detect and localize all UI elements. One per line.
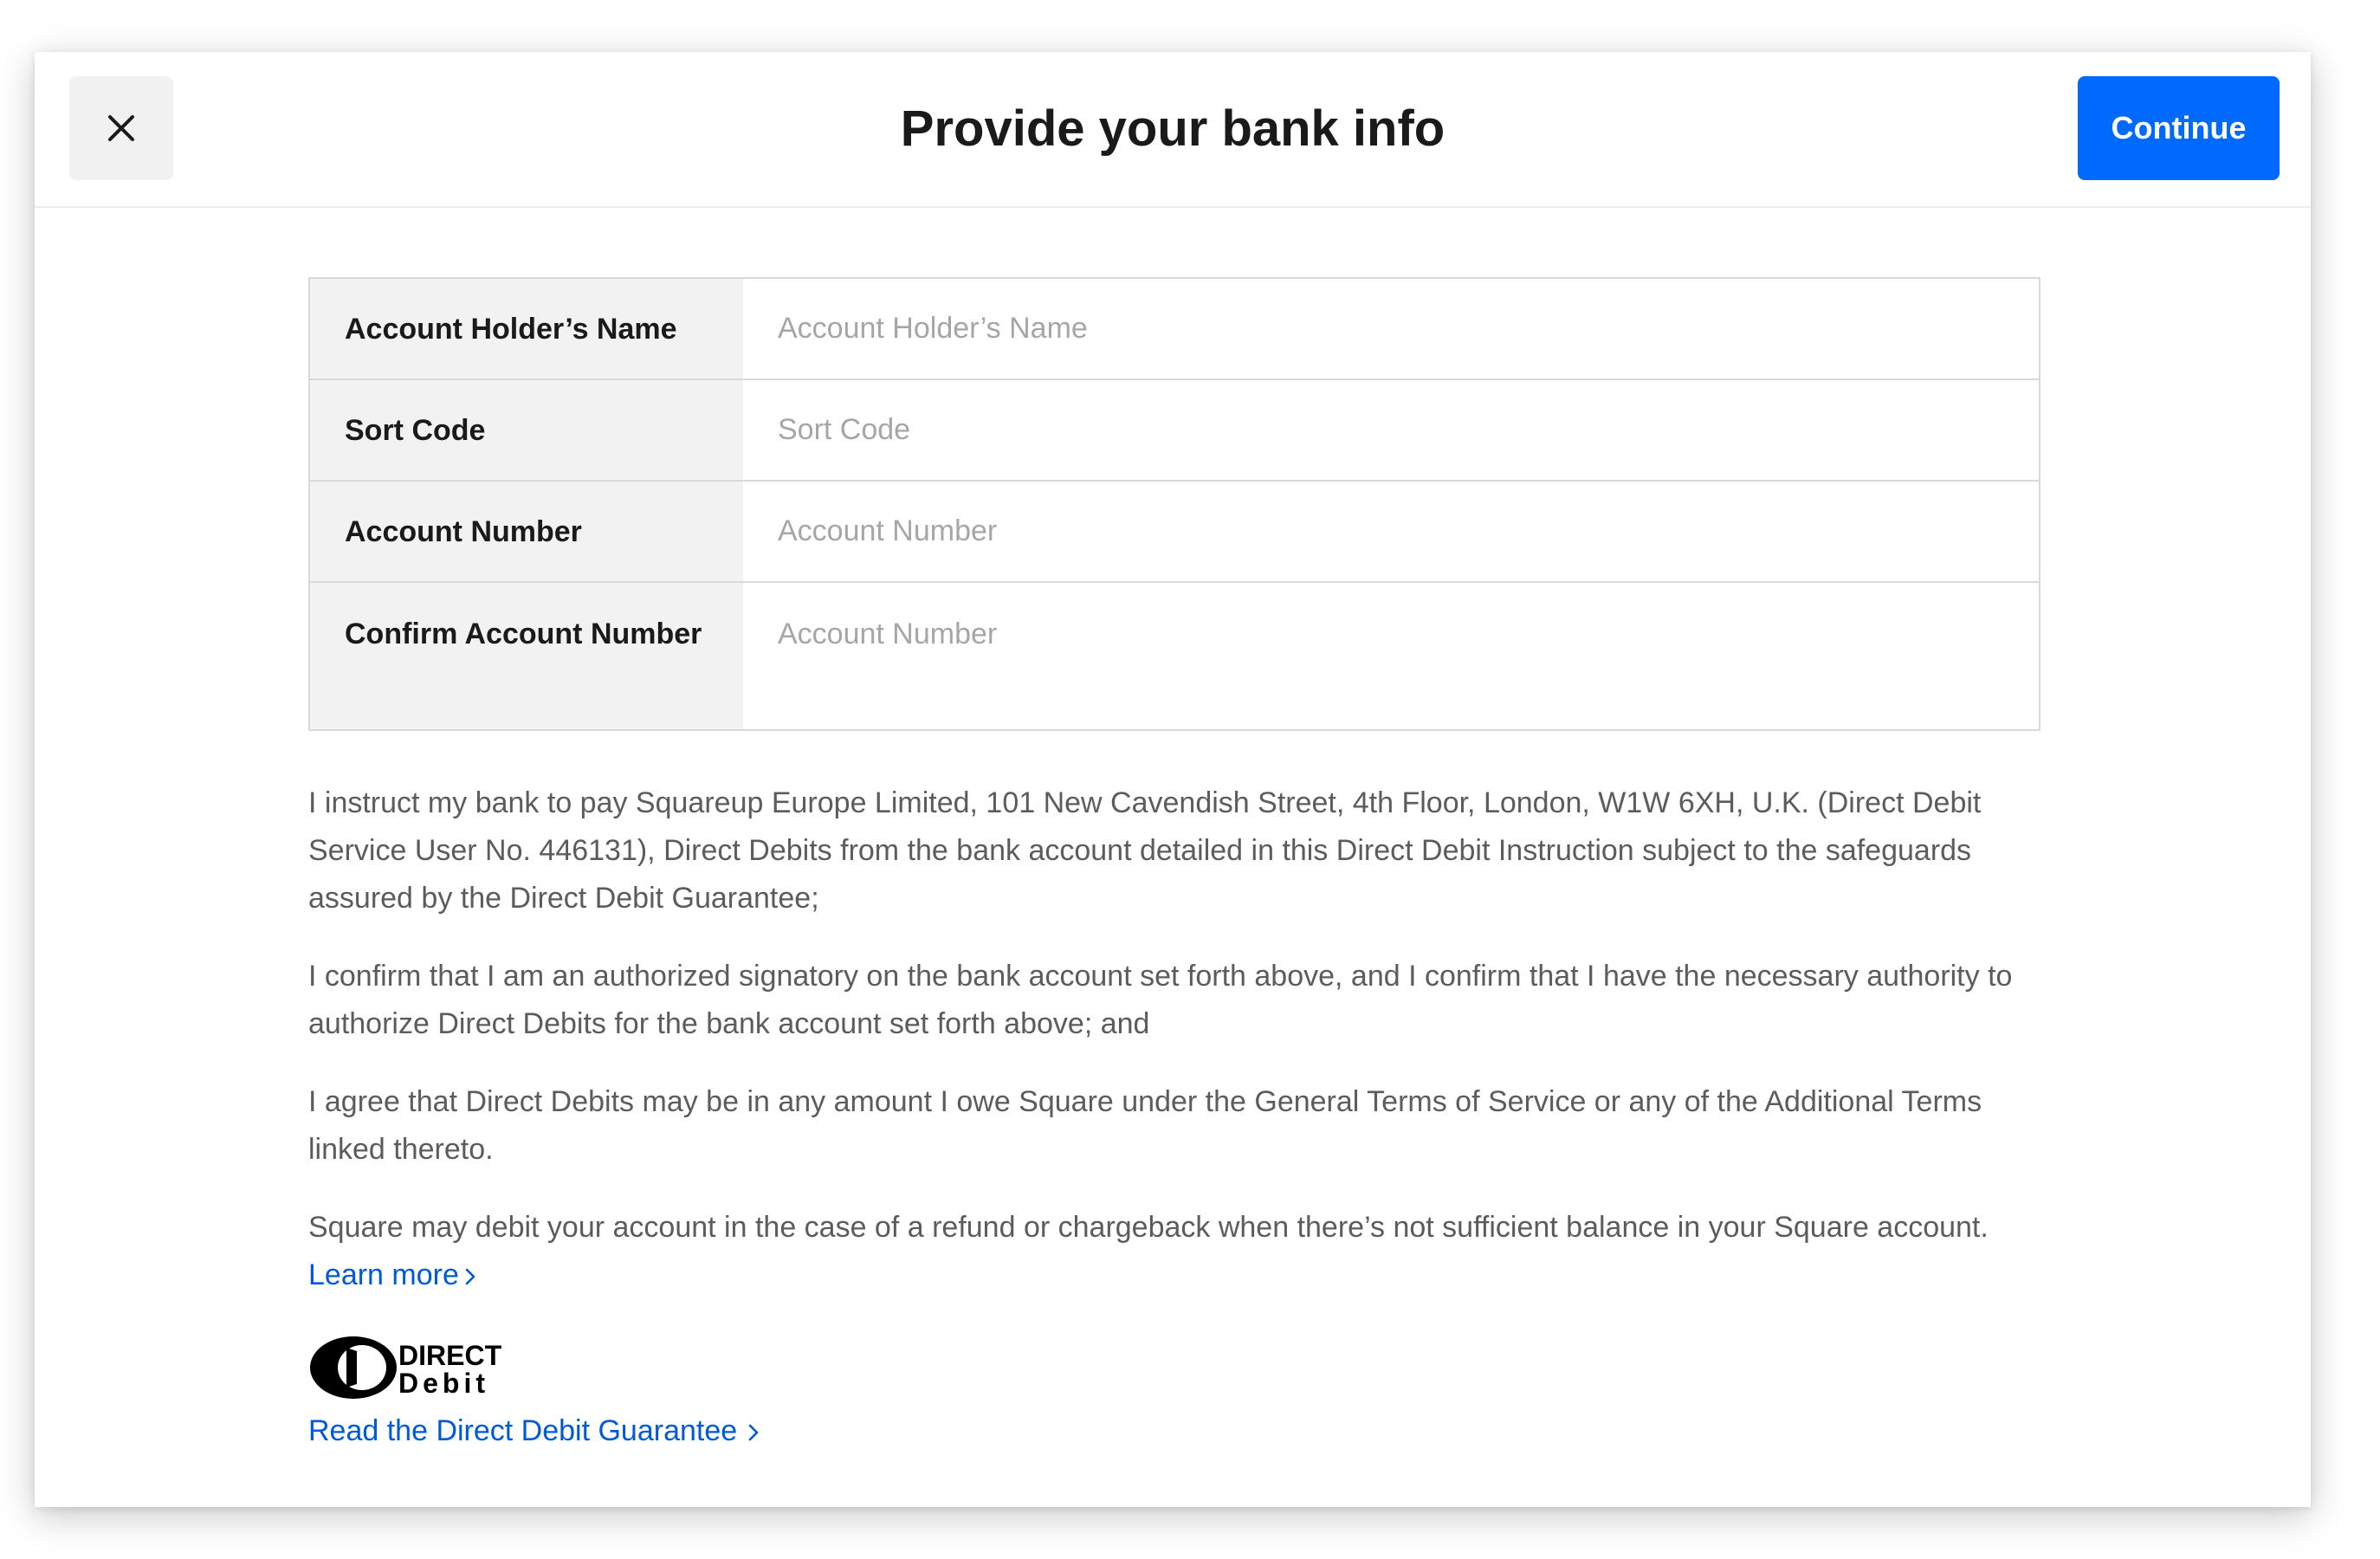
account-holder-name-label: Account Holder’s Name [310,279,743,378]
refund-text: Square may debit your account in the case of a refund or chargeback when there’s not sufficient balance in your Square account. [308,1211,1989,1244]
close-button[interactable] [69,76,173,180]
bank-info-modal [35,52,2311,1507]
direct-debit-logo-line-1: DIRECT [398,1340,502,1371]
terms-paragraph-amount: I agree that Direct Debits may be in any amount I owe Square under the General Terms of Service or any of the Additional Terms linked thereto. [308,1085,1982,1166]
sort-code-input[interactable] [778,413,2004,447]
form-row-confirm-account-number [310,583,2039,729]
direct-debit-logo [308,1334,508,1401]
page-title: Provide your bank info [900,100,1445,157]
direct-debit-guarantee-link[interactable] [308,1410,761,1452]
form-row-sort-code [310,380,2039,482]
direct-debit-logo-line-2: Debit [398,1368,489,1399]
confirm-account-number-input[interactable] [778,611,2004,657]
account-number-field-cell [743,482,2039,581]
sort-code-field-cell [743,380,2039,480]
confirm-account-number-field-cell [743,583,2039,729]
account-number-label: Account Number [310,482,743,581]
guarantee-link-label: Read the Direct Debit Guarantee [308,1414,738,1447]
account-number-input[interactable] [778,514,2004,548]
close-icon [107,113,136,143]
chevron-right-icon [464,1267,476,1286]
terms-paragraph-authority: I confirm that I am an authorized signatory on the bank account set forth above, and I confirm that I have the necessary authority to authorize Direct Debits for the bank account set forth above; and [308,960,2013,1040]
confirm-account-number-label: Confirm Account Number [310,583,743,729]
bank-details-form [308,277,2040,731]
account-holder-name-field-cell [743,279,2039,378]
terms-paragraph-refund [308,1204,2049,1299]
terms-paragraph-instruction: I instruct my bank to pay Squareup Europe Limited, 101 New Cavendish Street, 4th Floor, London, W1W 6XH, U.K. (Direct Debit Service User No. 446131), Direct Debits from the bank account detailed in this Direct Debit Instruction subject to the safeguards assured by the Direct Debit Guarantee; [308,786,1982,915]
form-row-account-holder-name [310,279,2039,380]
sort-code-label: Sort Code [310,380,743,480]
chevron-right-icon [742,1423,761,1442]
form-row-account-number [310,482,2039,583]
account-holder-name-input[interactable] [778,312,2004,346]
learn-more-link[interactable] [308,1258,476,1291]
learn-more-label: Learn more [308,1258,459,1291]
direct-debit-terms [308,780,2049,1329]
continue-button[interactable]: Continue [2078,76,2280,180]
modal-header [35,52,2311,208]
